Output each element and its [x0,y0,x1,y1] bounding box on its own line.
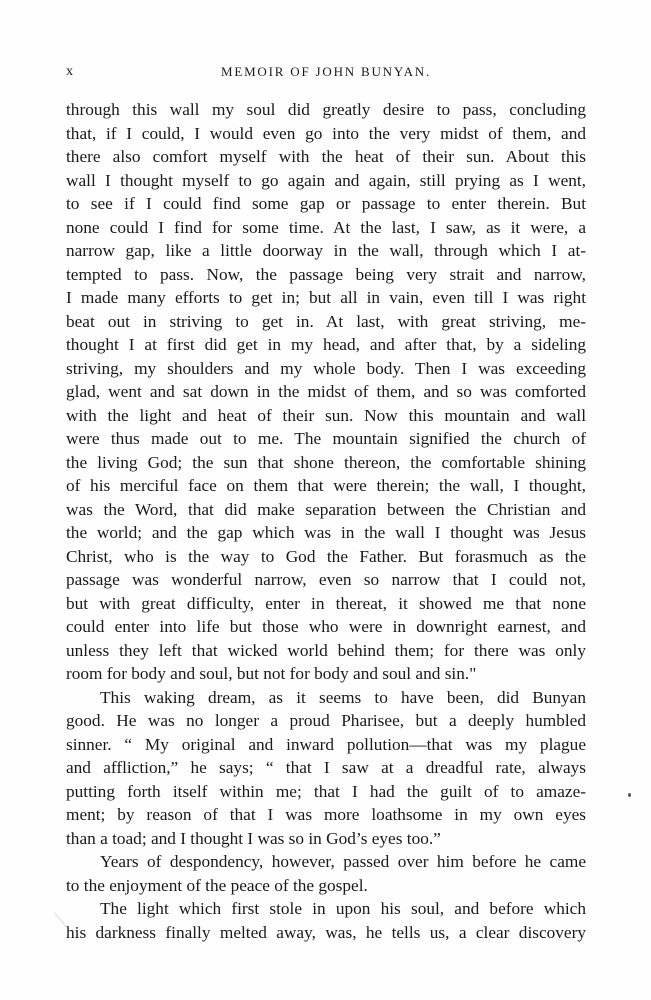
text-line: the living God; the sun that shone thereon, the comfortable shining [66,452,586,472]
text-line: tempted to pass. Now, the passage being very strait and narrow, [66,264,586,284]
text-line: to the enjoyment of the peace of the gospel. [66,875,368,895]
text-line: ment; by reason of that I was more loathsome in my own eyes [66,805,586,824]
text-line: could enter into life but those who were in downright earnest, and [66,617,586,636]
text-line: to see if I could find some gap or passage to enter therein. But [66,194,586,213]
text-line: putting forth itself within me; that I had the guilt of to amaze- [66,781,586,801]
text-line: and affliction,” he says; “ that I saw at a dreadful rate, always [66,758,586,777]
text-line: striving, my shoulders and my whole body. Then I was exceeding [66,358,586,378]
text-line: through this wall my soul did greatly desire to pass, concluding [66,100,586,119]
text-line: sinner. “ My original and inward pollution—that was my plague [66,734,586,754]
paragraph-first-light [66,897,586,944]
text-line: room for body and soul, but not for body and soul and sin." [66,664,477,683]
text-line: his darkness finally melted away, was, he tells us, a clear discovery [66,922,586,942]
text-line: there also comfort myself with the heat of their sun. About this [66,147,586,166]
text-line: narrow gap, like a little doorway in the wall, through which I at- [66,241,586,260]
text-line: good. He was no longer a proud Pharisee, but a deeply humbled [66,711,586,730]
text-line: The light which first stole in upon his soul, and before which [100,899,586,918]
running-head [66,64,586,86]
text-line: none could I find for some time. At the last, I saw, as it were, a [66,217,586,237]
text-line: was the Word, that did make separation between the Christian and [66,499,586,519]
ink-speck [628,793,631,797]
text-line: were thus made out to me. The mountain signified the church of [66,429,586,448]
text-line: Christ, who is the way to God the Father. But forasmuch as the [66,546,586,566]
text-line: I made many efforts to get in; but all in vain, even till I was right [66,288,586,307]
text-line: the world; and the gap which was in the wall I thought was Jesus [66,523,586,542]
text-line: thought I at first did get in my head, and after that, by a sideling [66,335,586,354]
text-line: This waking dream, as it seems to have been, did Bunyan [100,687,586,707]
text-line: beat out in striving to get in. At last, with great striving, me- [66,311,586,331]
paragraph-despondency [66,850,586,897]
text-line: passage was wonderful narrow, even so narrow that I could not, [66,570,586,589]
text-line: of his merciful face on them that were therein; the wall, I thought, [66,476,586,495]
page-number: x [66,64,75,79]
text-line: unless they left that wicked world behind them; for there was only [66,640,586,660]
text-line: that, if I could, I would even go into the very midst of them, and [66,123,586,143]
text-line: wall I thought myself to go again and again, still prying as I went, [66,170,586,190]
text-line: with the light and heat of their sun. Now this mountain and wall [66,405,586,425]
running-title: MEMOIR OF JOHN BUNYAN. [220,64,432,79]
paragraph-continued-quote [66,98,586,686]
text-line: but with great difficulty, enter in thereat, it showed me that none [66,593,586,613]
body-text [66,98,586,944]
text-line: than a toad; and I thought I was so in God’s eyes too.” [66,828,441,848]
text-line: glad, went and sat down in the midst of them, and so was comforted [66,382,586,401]
text-line: Years of despondency, however, passed over him before he came [100,852,586,871]
paragraph-waking-dream [66,686,586,851]
